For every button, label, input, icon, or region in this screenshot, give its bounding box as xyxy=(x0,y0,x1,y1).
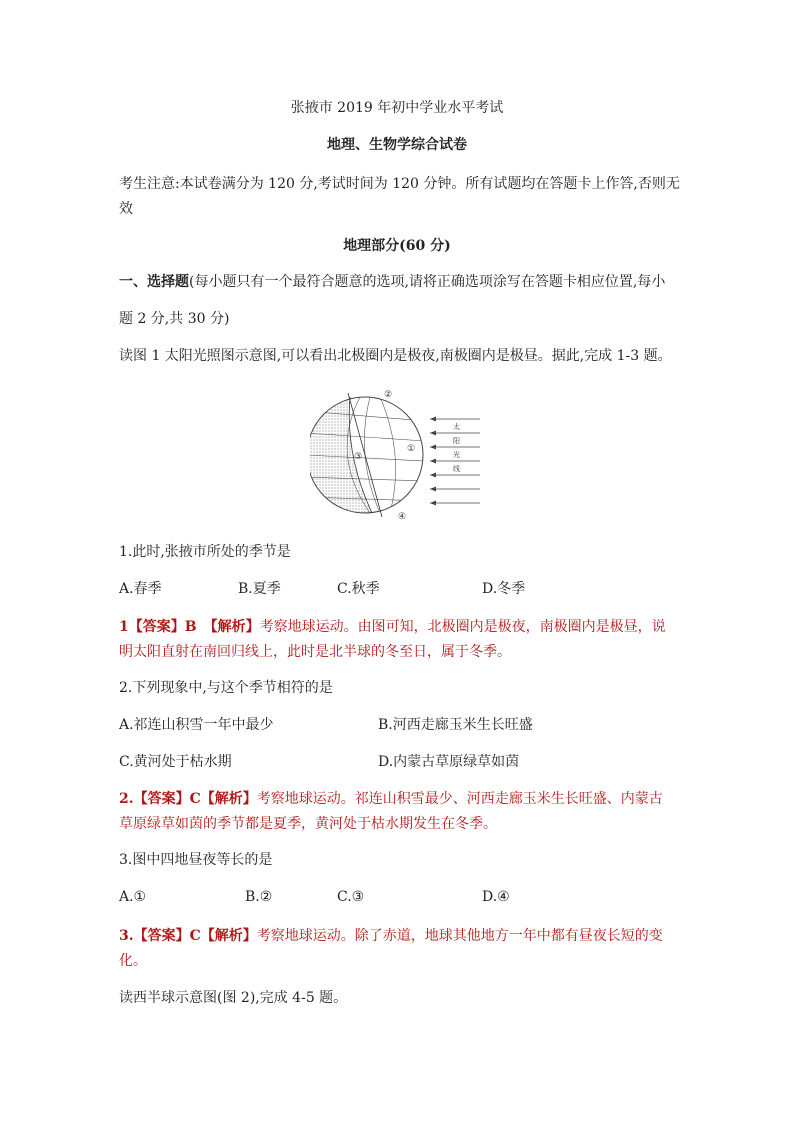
part-title: 地理部分(60 分) xyxy=(343,238,451,254)
question-3-stem: 3.图中四地昼夜等长的是 xyxy=(119,852,273,868)
sun-label-1: 太 xyxy=(453,423,460,431)
q1-answer-cont: 明太阳直射在南回归线上，此时是北半球的冬至日，属于冬季。 xyxy=(119,644,511,660)
q3-option-a: A.① xyxy=(119,889,147,905)
sun-label-4: 线 xyxy=(453,465,460,473)
exam-title: 张掖市 2019 年初中学业水平考试 xyxy=(290,100,504,116)
q3-answer-text: 考察地球运动。除了赤道，地球其他地方一年中都有昼夜长短的变 xyxy=(256,928,663,944)
figure-intro: 读图 1 太阳光照图示意图,可以看出北极圈内是极夜,南极圈内是极昼。据此,完成 1-3 题。 xyxy=(119,348,672,364)
q1-option-b: B.夏季 xyxy=(238,581,281,597)
marker-4: ④ xyxy=(398,512,407,522)
q2-option-a: A.祁连山积雪一年中最少 xyxy=(119,717,274,733)
marker-3: ③ xyxy=(354,452,363,462)
sun-illumination-diagram xyxy=(310,385,490,525)
q2-answer xyxy=(119,787,663,811)
sun-rays xyxy=(430,419,480,503)
sun-label-3: 光 xyxy=(453,451,460,459)
sun-label-2: 阳 xyxy=(453,437,460,445)
notice: 考生注意:本试卷满分为 120 分,考试时间为 120 分钟。所有试题均在答题卡上作答,否则无 xyxy=(119,176,680,192)
q2-answer-cont: 草原绿草如茵的季节都是夏季，黄河处于枯水期发生在冬季。 xyxy=(119,816,497,832)
notice-cont: 效 xyxy=(119,201,133,217)
section-heading: 一、选择题 xyxy=(119,274,189,290)
q3-option-b: B.② xyxy=(245,889,273,905)
q3-answer-tag: 3.【答案】C【解析】 xyxy=(119,928,257,944)
marker-1: ① xyxy=(407,444,416,454)
exam-subtitle: 地理、生物学综合试卷 xyxy=(327,137,467,153)
section-instruction-cont: 题 2 分,共 30 分) xyxy=(119,311,230,327)
q1-option-d: D.冬季 xyxy=(482,581,526,597)
question-1-stem: 1.此时,张掖市所处的季节是 xyxy=(119,544,291,560)
q1-option-c: C.秋季 xyxy=(337,581,380,597)
q1-answer xyxy=(119,615,666,639)
q2-answer-tag: 2.【答案】C【解析】 xyxy=(119,791,257,807)
marker-2: ② xyxy=(384,390,393,400)
q3-option-d: D.④ xyxy=(482,889,510,905)
section-instruction: (每小题只有一个最符合题意的选项,请将正确选项涂写在答题卡相应位置,每小 xyxy=(189,274,666,290)
q2-option-b: B.河西走廊玉米生长旺盛 xyxy=(378,717,533,733)
q2-answer-text: 考察地球运动。祁连山积雪最少、河西走廊玉米生长旺盛、内蒙古 xyxy=(256,791,663,807)
q3-option-c: C.③ xyxy=(337,889,365,905)
q1-answer-text: 考察地球运动。由图可知，北极圈内是极夜，南极圈内是极昼，说 xyxy=(259,619,666,635)
q2-option-c: C.黄河处于枯水期 xyxy=(119,754,232,770)
q3-answer-cont: 化。 xyxy=(119,953,147,969)
figure2-intro: 读西半球示意图(图 2),完成 4-5 题。 xyxy=(119,990,348,1006)
question-2-stem: 2.下列现象中,与这个季节相符的是 xyxy=(119,680,333,696)
q3-answer xyxy=(119,924,663,948)
section-heading-line xyxy=(119,270,665,294)
q1-answer-tag: 1【答案】B 【解析】 xyxy=(119,619,260,635)
q1-option-a: A.春季 xyxy=(119,581,162,597)
q2-option-d: D.内蒙古草原绿草如茵 xyxy=(378,754,520,770)
